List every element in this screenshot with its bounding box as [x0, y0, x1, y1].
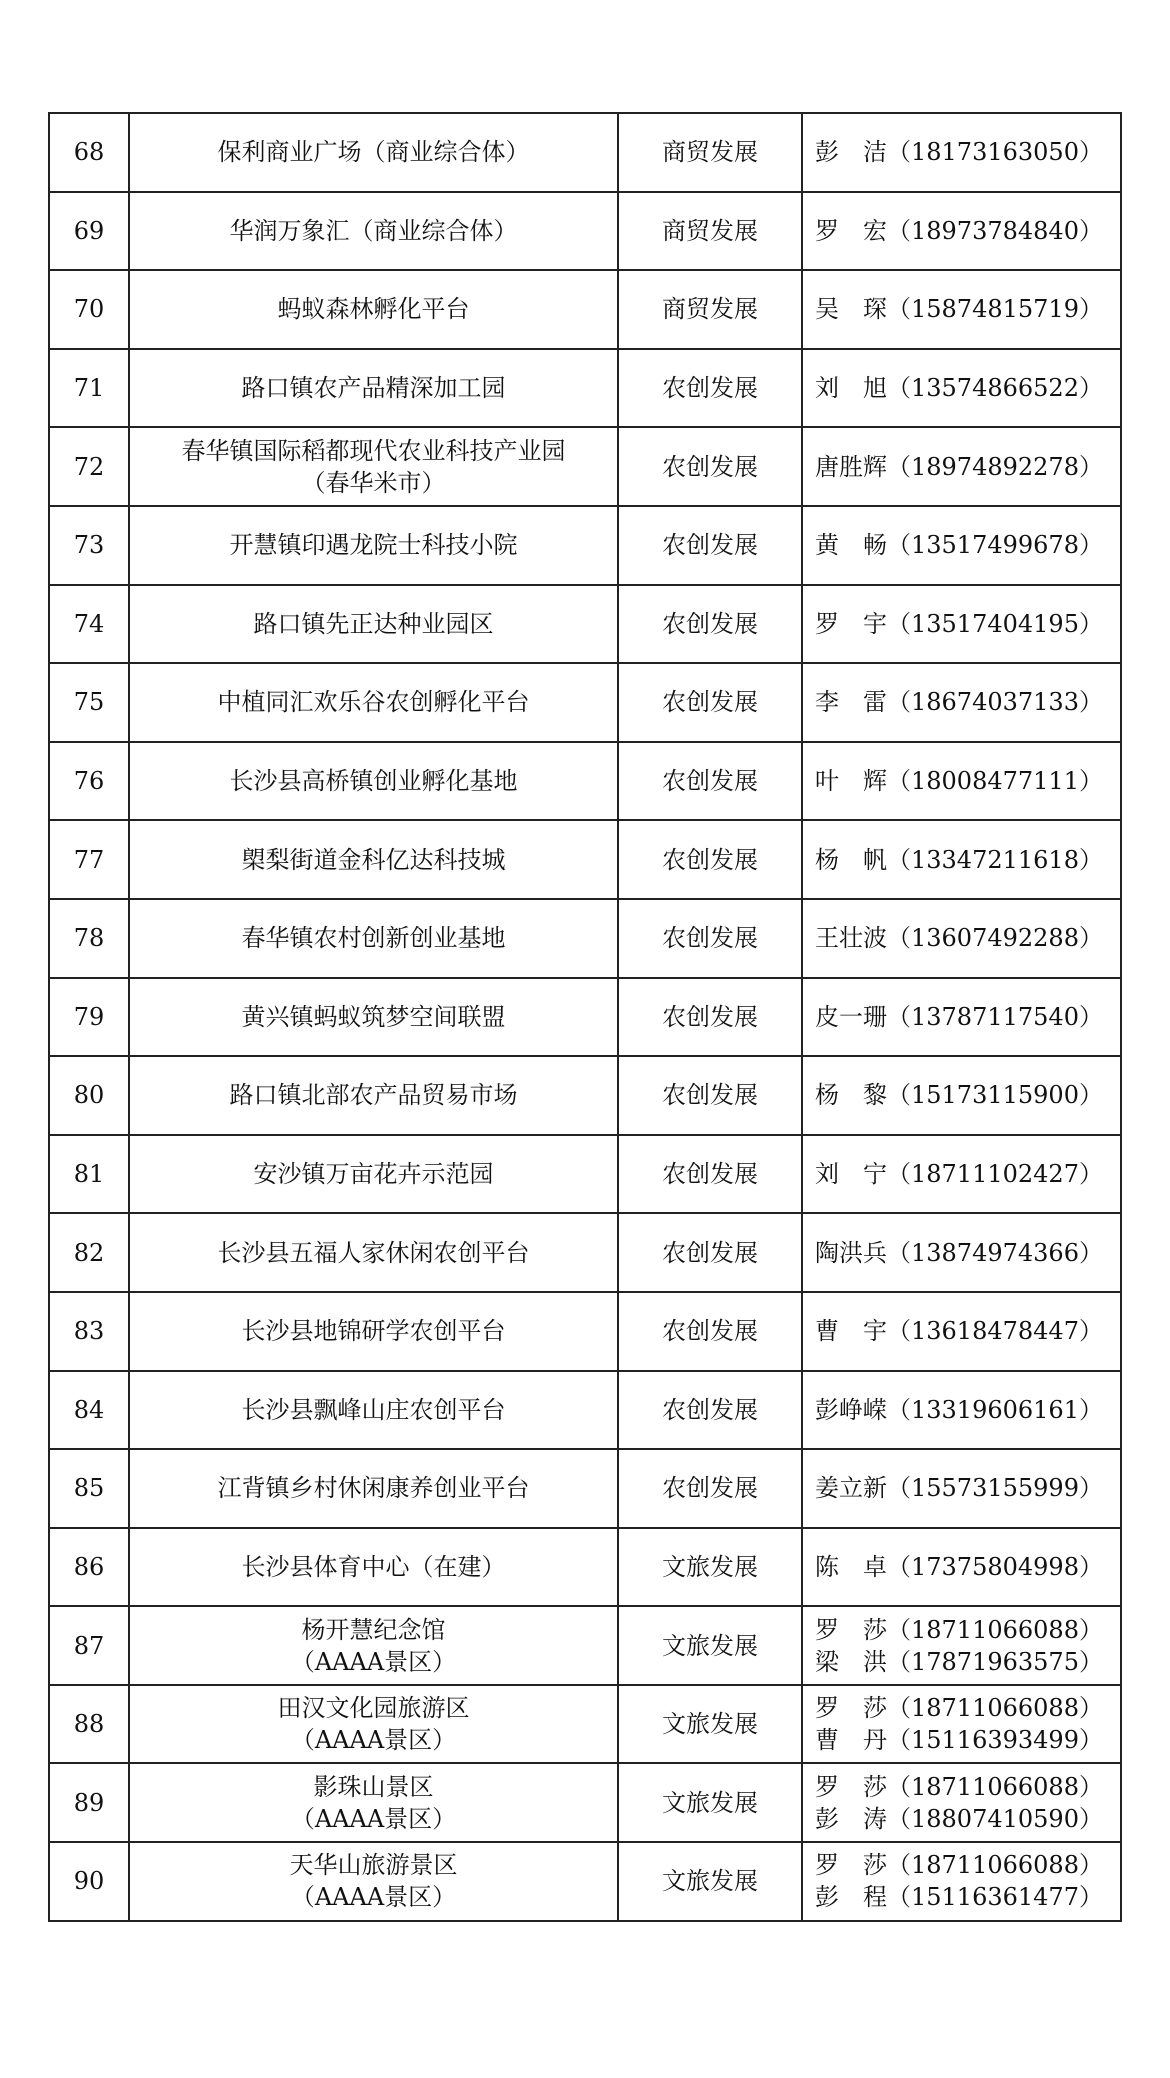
project-name-cell [129, 899, 618, 978]
contact-phone: （13517404195） [887, 609, 1103, 638]
contact-person-name: 叶 辉 [815, 767, 887, 796]
contact-line [815, 372, 1120, 404]
contact-line [815, 1472, 1120, 1504]
project-name-line: 长沙县地锦研学农创平台 [241, 1317, 506, 1346]
contact-phone: （13517499678） [887, 531, 1103, 560]
category-cell: 文旅发展 [618, 1685, 802, 1764]
contact-cell [802, 1371, 1121, 1450]
contact-phone: （13618478447） [887, 1317, 1103, 1346]
contact-phone: （15116393499） [887, 1726, 1103, 1755]
contact-cell [802, 1842, 1121, 1921]
row-number: 80 [49, 1056, 129, 1135]
contact-cell [802, 1056, 1121, 1135]
project-name-cell [129, 192, 618, 271]
project-name-line: 中植同汇欢乐谷农创孵化平台 [217, 688, 530, 717]
project-name-cell [129, 585, 618, 664]
table-row [49, 1135, 1121, 1214]
contact-phone: （15573155999） [887, 1474, 1103, 1503]
table-row [49, 1763, 1121, 1842]
contact-line [815, 293, 1120, 325]
project-name-cell [129, 1606, 618, 1685]
category-cell: 商贸发展 [618, 113, 802, 192]
category-cell: 文旅发展 [618, 1842, 802, 1921]
category-cell: 文旅发展 [618, 1763, 802, 1842]
project-name-line: 华润万象汇（商业综合体） [229, 216, 518, 245]
category-cell: 农创发展 [618, 820, 802, 899]
contact-person-name: 杨 黎 [815, 1081, 887, 1110]
contact-phone: （13319606161） [887, 1395, 1103, 1424]
project-name-line: 黄兴镇蚂蚁筑梦空间联盟 [241, 1002, 506, 1031]
contact-person-name: 陶洪兵 [815, 1238, 887, 1267]
project-name-line: 春华镇国际稻都现代农业科技产业园 [181, 436, 566, 465]
contact-person-name: 罗 莎 [815, 1694, 887, 1723]
table-row [49, 1213, 1121, 1292]
project-name-cell [129, 1056, 618, 1135]
category-cell: 农创发展 [618, 1292, 802, 1371]
contact-phone: （18973784840） [887, 216, 1103, 245]
category-cell: 农创发展 [618, 742, 802, 821]
project-name-line: 路口镇农产品精深加工园 [241, 374, 506, 403]
contact-line [815, 1551, 1120, 1583]
contact-phone: （18173163050） [887, 138, 1103, 167]
category-cell: 农创发展 [618, 427, 802, 506]
row-number: 88 [49, 1685, 129, 1764]
contact-person-name: 刘 宁 [815, 1160, 887, 1189]
contact-phone: （18711102427） [887, 1160, 1103, 1189]
category-cell: 商贸发展 [618, 192, 802, 271]
contact-cell [802, 1135, 1121, 1214]
contact-line [815, 1881, 1120, 1913]
contact-line [815, 1237, 1120, 1269]
contact-phone: （13347211618） [887, 845, 1103, 874]
contact-person-name: 彭 涛 [815, 1804, 887, 1833]
project-name-line: 长沙县体育中心（在建） [241, 1552, 506, 1581]
table-row [49, 978, 1121, 1057]
contact-person-name: 王壮波 [815, 924, 887, 953]
contact-line [815, 1849, 1120, 1881]
row-number: 81 [49, 1135, 129, 1214]
contact-line [815, 215, 1120, 247]
project-name-line: 路口镇先正达种业园区 [253, 609, 494, 638]
contact-line [815, 1315, 1120, 1347]
project-name-cell [129, 1528, 618, 1607]
category-cell: 农创发展 [618, 1056, 802, 1135]
contact-line [815, 451, 1120, 483]
row-number: 70 [49, 270, 129, 349]
row-number: 87 [49, 1606, 129, 1685]
project-name-line: 开慧镇印遇龙院士科技小院 [229, 531, 518, 560]
contact-cell [802, 820, 1121, 899]
category-cell: 农创发展 [618, 899, 802, 978]
contact-person-name: 罗 宏 [815, 216, 887, 245]
project-name-line: 影珠山景区 [313, 1772, 434, 1801]
row-number: 86 [49, 1528, 129, 1607]
contact-cell [802, 427, 1121, 506]
contact-line [815, 1771, 1120, 1803]
contact-line [815, 1079, 1120, 1111]
table-row [49, 192, 1121, 271]
project-name-line: 天华山旅游景区 [289, 1851, 458, 1880]
table-row [49, 899, 1121, 978]
contact-person-name: 李 雷 [815, 688, 887, 717]
project-name-line: 保利商业广场（商业综合体） [217, 138, 530, 167]
row-number: 71 [49, 349, 129, 428]
category-cell: 农创发展 [618, 663, 802, 742]
contact-person-name: 黄 畅 [815, 531, 887, 560]
contact-phone: （18711066088） [887, 1851, 1103, 1880]
table-row [49, 349, 1121, 428]
contact-person-name: 彭 洁 [815, 138, 887, 167]
table-row [49, 113, 1121, 192]
row-number: 72 [49, 427, 129, 506]
contact-person-name: 曹 宇 [815, 1317, 887, 1346]
contact-line [815, 529, 1120, 561]
contact-line [815, 1803, 1120, 1835]
project-name-line: 杨开慧纪念馆 [301, 1615, 446, 1644]
project-name-cell [129, 742, 618, 821]
row-number: 77 [49, 820, 129, 899]
project-name-cell [129, 1685, 618, 1764]
project-name-cell [129, 820, 618, 899]
contact-phone: （18008477111） [887, 767, 1103, 796]
project-name-line: （AAAA景区） [290, 1647, 457, 1676]
contact-phone: （18711066088） [887, 1615, 1103, 1644]
row-number: 69 [49, 192, 129, 271]
project-name-cell [129, 1371, 618, 1450]
document-page [48, 112, 1120, 1922]
table-row [49, 585, 1121, 664]
contact-cell [802, 270, 1121, 349]
table-row [49, 1606, 1121, 1685]
project-name-line: 田汉文化园旅游区 [277, 1694, 470, 1723]
category-cell: 农创发展 [618, 1449, 802, 1528]
project-name-cell [129, 113, 618, 192]
row-number: 74 [49, 585, 129, 664]
category-cell: 文旅发展 [618, 1528, 802, 1607]
contact-phone: （15173115900） [887, 1081, 1103, 1110]
contact-cell [802, 1606, 1121, 1685]
row-number: 68 [49, 113, 129, 192]
contact-phone: （13874974366） [887, 1238, 1103, 1267]
row-number: 83 [49, 1292, 129, 1371]
contact-line [815, 136, 1120, 168]
row-number: 85 [49, 1449, 129, 1528]
contact-person-name: 彭 程 [815, 1883, 887, 1912]
contact-cell [802, 899, 1121, 978]
contact-cell [802, 1292, 1121, 1371]
contact-line [815, 922, 1120, 954]
contact-person-name: 杨 帆 [815, 845, 887, 874]
contact-phone: （18807410590） [887, 1804, 1103, 1833]
project-name-line: 长沙县高桥镇创业孵化基地 [229, 767, 518, 796]
category-cell: 农创发展 [618, 1213, 802, 1292]
project-name-cell [129, 349, 618, 428]
row-number: 76 [49, 742, 129, 821]
contact-line [815, 1158, 1120, 1190]
contact-person-name: 罗 莎 [815, 1772, 887, 1801]
category-cell: 农创发展 [618, 585, 802, 664]
project-name-line: （春华米市） [301, 468, 446, 497]
row-number: 82 [49, 1213, 129, 1292]
table-row [49, 820, 1121, 899]
contact-phone: （15116361477） [887, 1883, 1103, 1912]
project-name-line: 㮾梨街道金科亿达科技城 [241, 845, 506, 874]
contact-phone: （18974892278） [887, 452, 1103, 481]
contact-person-name: 吴 琛 [815, 295, 887, 324]
contact-phone: （18674037133） [887, 688, 1103, 717]
project-name-line: （AAAA景区） [290, 1883, 457, 1912]
row-number: 73 [49, 506, 129, 585]
row-number: 78 [49, 899, 129, 978]
contact-cell [802, 1685, 1121, 1764]
table-row [49, 270, 1121, 349]
project-name-line: （AAAA景区） [290, 1726, 457, 1755]
contact-cell [802, 506, 1121, 585]
project-name-cell [129, 1135, 618, 1214]
contact-phone: （18711066088） [887, 1772, 1103, 1801]
project-name-cell [129, 663, 618, 742]
category-cell: 商贸发展 [618, 270, 802, 349]
contact-line [815, 1724, 1120, 1756]
table-row [49, 1292, 1121, 1371]
contact-person-name: 刘 旭 [815, 374, 887, 403]
category-cell: 文旅发展 [618, 1606, 802, 1685]
table-row [49, 1056, 1121, 1135]
project-name-line: 蚂蚁森林孵化平台 [277, 295, 470, 324]
project-name-line: （AAAA景区） [290, 1804, 457, 1833]
contact-line [815, 844, 1120, 876]
table-row [49, 427, 1121, 506]
contact-cell [802, 113, 1121, 192]
contact-cell [802, 1213, 1121, 1292]
contact-cell [802, 663, 1121, 742]
table-row [49, 663, 1121, 742]
contact-phone: （13574866522） [887, 374, 1103, 403]
contact-line [815, 1614, 1120, 1646]
contact-person-name: 梁 洪 [815, 1647, 887, 1676]
table-row [49, 1371, 1121, 1450]
contact-cell [802, 585, 1121, 664]
contact-person-name: 罗 宇 [815, 609, 887, 638]
contact-phone: （17375804998） [887, 1552, 1103, 1581]
category-cell: 农创发展 [618, 349, 802, 428]
project-name-cell [129, 427, 618, 506]
project-name-cell [129, 1213, 618, 1292]
row-number: 75 [49, 663, 129, 742]
contact-cell [802, 742, 1121, 821]
contact-line [815, 1692, 1120, 1724]
contact-phone: （15874815719） [887, 295, 1103, 324]
project-name-line: 江背镇乡村休闲康养创业平台 [217, 1474, 530, 1503]
project-name-line: 长沙县飘峰山庄农创平台 [241, 1395, 506, 1424]
contact-line [815, 608, 1120, 640]
table-row [49, 1842, 1121, 1921]
contact-phone: （17871963575） [887, 1647, 1103, 1676]
project-name-line: 春华镇农村创新创业基地 [241, 924, 506, 953]
category-cell: 农创发展 [618, 506, 802, 585]
contact-person-name: 罗 莎 [815, 1615, 887, 1644]
contact-cell [802, 1763, 1121, 1842]
contact-line [815, 686, 1120, 718]
table-row [49, 1685, 1121, 1764]
contact-person-name: 陈 卓 [815, 1552, 887, 1581]
table-row [49, 1449, 1121, 1528]
row-number: 89 [49, 1763, 129, 1842]
contact-cell [802, 978, 1121, 1057]
row-number: 90 [49, 1842, 129, 1921]
project-name-cell [129, 1292, 618, 1371]
category-cell: 农创发展 [618, 978, 802, 1057]
project-name-cell [129, 978, 618, 1057]
contact-phone: （18711066088） [887, 1694, 1103, 1723]
contact-line [815, 1001, 1120, 1033]
contact-person-name: 姜立新 [815, 1474, 887, 1503]
contact-line [815, 765, 1120, 797]
contact-cell [802, 349, 1121, 428]
contact-cell [802, 192, 1121, 271]
category-cell: 农创发展 [618, 1371, 802, 1450]
contact-cell [802, 1449, 1121, 1528]
contact-phone: （13787117540） [887, 1002, 1103, 1031]
contact-person-name: 唐胜辉 [815, 452, 887, 481]
contact-line [815, 1646, 1120, 1678]
project-name-cell [129, 270, 618, 349]
contact-cell [802, 1528, 1121, 1607]
contact-line [815, 1394, 1120, 1426]
contact-person-name: 罗 莎 [815, 1851, 887, 1880]
table-row [49, 506, 1121, 585]
table-body [49, 113, 1121, 1921]
table-row [49, 1528, 1121, 1607]
category-cell: 农创发展 [618, 1135, 802, 1214]
row-number: 84 [49, 1371, 129, 1450]
contact-person-name: 彭峥嵘 [815, 1395, 887, 1424]
project-name-line: 安沙镇万亩花卉示范园 [253, 1160, 494, 1189]
contact-person-name: 曹 丹 [815, 1726, 887, 1755]
project-name-cell [129, 506, 618, 585]
project-name-line: 长沙县五福人家休闲农创平台 [217, 1238, 530, 1267]
project-contact-table [48, 112, 1122, 1922]
contact-person-name: 皮一珊 [815, 1002, 887, 1031]
table-row [49, 742, 1121, 821]
row-number: 79 [49, 978, 129, 1057]
project-name-cell [129, 1763, 618, 1842]
project-name-cell [129, 1842, 618, 1921]
contact-phone: （13607492288） [887, 924, 1103, 953]
project-name-line: 路口镇北部农产品贸易市场 [229, 1081, 518, 1110]
project-name-cell [129, 1449, 618, 1528]
